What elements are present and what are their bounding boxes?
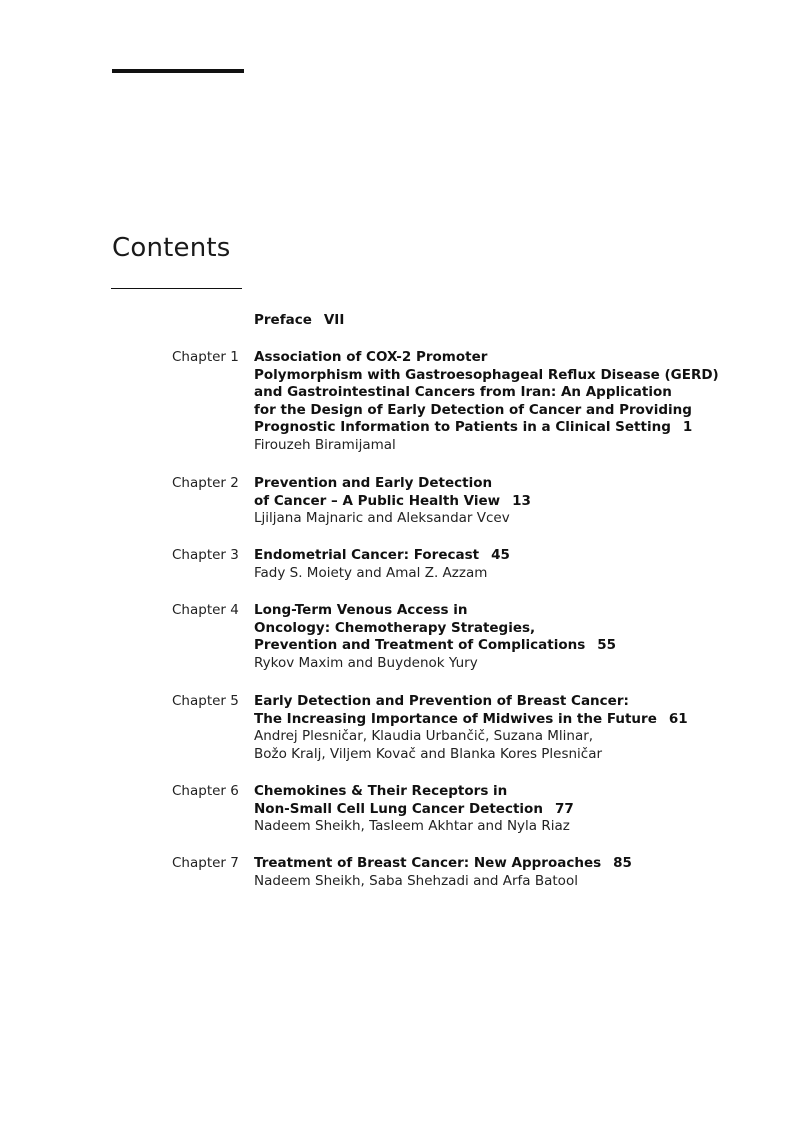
chapter-label: Chapter 5 bbox=[172, 693, 239, 709]
preface-label: Preface bbox=[254, 312, 312, 328]
chapter-authors: Ljiljana Majnaric and Aleksandar Vcev bbox=[254, 510, 510, 527]
chapter-title-line: Polymorphism with Gastroesophageal Reflux Disease (GERD) bbox=[254, 366, 719, 383]
chapter-title-line: and Gastrointestinal Cancers from Iran: An Application bbox=[254, 384, 672, 401]
chapter-title-line: Treatment of Breast Cancer: New Approaches bbox=[254, 855, 602, 871]
chapter-authors: Božo Kralj, Viljem Kovač and Blanka Kores Plesničar bbox=[254, 745, 603, 762]
chapter-title-line: The Increasing Importance of Midwives in the Future bbox=[254, 710, 657, 727]
chapter-title-line: Association of COX-2 Promoter bbox=[254, 349, 488, 365]
chapter-title-line: Prevention and Early Detection bbox=[254, 475, 493, 491]
chapter-authors: Nadeem Sheikh, Tasleem Akhtar and Nyla Riaz bbox=[254, 818, 570, 835]
page-number: 55 bbox=[597, 637, 617, 654]
chapter-title-line: Prevention and Treatment of Complications bbox=[254, 637, 586, 654]
chapter-label: Chapter 3 bbox=[172, 547, 239, 563]
title-underline-rule bbox=[111, 288, 242, 289]
page-title: Contents bbox=[112, 233, 231, 263]
chapter-authors: Nadeem Sheikh, Saba Shehzadi and Arfa Batool bbox=[254, 872, 578, 889]
top-decorative-rule bbox=[112, 69, 244, 73]
chapter-authors: Fady S. Moiety and Amal Z. Azzam bbox=[254, 564, 488, 581]
chapter-authors: Firouzeh Biramijamal bbox=[254, 436, 396, 453]
page-number: VII bbox=[323, 312, 345, 328]
chapter-title-line: Chemokines & Their Receptors in bbox=[254, 783, 508, 799]
chapter-title-line: Early Detection and Prevention of Breast Cancer: bbox=[254, 693, 629, 709]
chapter-label: Chapter 6 bbox=[172, 783, 239, 799]
chapter-label: Chapter 1 bbox=[172, 349, 239, 365]
chapter-title-line: Prognostic Information to Patients in a Clinical Setting bbox=[254, 419, 671, 436]
chapter-label: Chapter 4 bbox=[172, 602, 239, 618]
chapter-title-line: for the Design of Early Detection of Cancer and Providing bbox=[254, 401, 692, 418]
chapter-authors: Rykov Maxim and Buydenok Yury bbox=[254, 654, 478, 671]
chapter-title-line: Non-Small Cell Lung Cancer Detection bbox=[254, 800, 543, 817]
chapter-label: Chapter 2 bbox=[172, 475, 239, 491]
chapter-title-line: Oncology: Chemotherapy Strategies, bbox=[254, 619, 536, 636]
chapter-title-line: Long-Term Venous Access in bbox=[254, 602, 468, 618]
page-number: 77 bbox=[554, 800, 574, 817]
page-number: 61 bbox=[668, 710, 688, 727]
page-number: 85 bbox=[613, 855, 632, 871]
chapter-label: Chapter 7 bbox=[172, 855, 239, 871]
chapter-title-line: of Cancer – A Public Health View bbox=[254, 492, 501, 509]
page-number: 13 bbox=[512, 492, 531, 509]
page-number: 1 bbox=[682, 419, 693, 436]
chapter-title-line: Endometrial Cancer: Forecast bbox=[254, 547, 480, 563]
chapter-authors: Andrej Plesničar, Klaudia Urbančič, Suzana Mlinar, bbox=[254, 728, 594, 745]
page-number: 45 bbox=[491, 547, 510, 563]
